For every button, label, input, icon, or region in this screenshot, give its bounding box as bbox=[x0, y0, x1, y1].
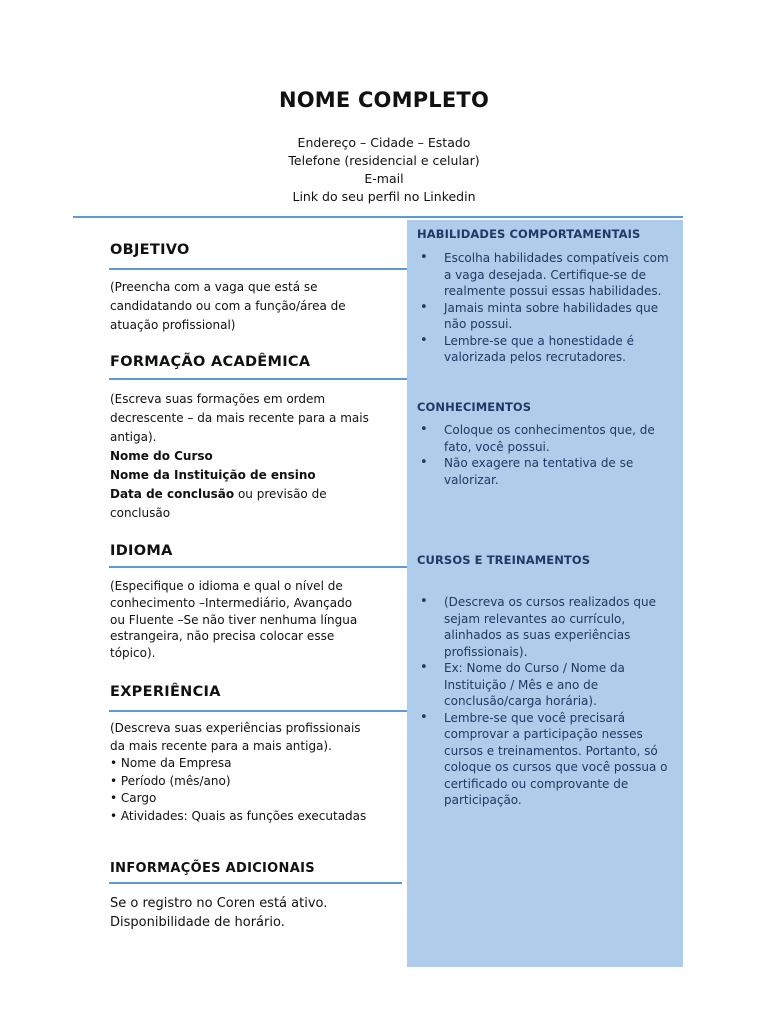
formacao-text bbox=[110, 390, 390, 523]
section-divider bbox=[109, 882, 402, 884]
list-item: • Coloque os conhecimentos que, de fato, você possui. bbox=[417, 422, 677, 455]
header-divider bbox=[73, 216, 683, 218]
text-line: conhecimento –Intermediário, Avançado bbox=[110, 595, 353, 610]
idioma-text bbox=[110, 578, 390, 662]
list-item: • (Descreva os cursos realizados que sejam relevantes ao currículo, alinhados as suas experiências profissionais). bbox=[417, 594, 677, 660]
institution-name: Nome da Instituição de ensino bbox=[110, 468, 316, 482]
text-line: • Nome da Empresa bbox=[110, 756, 232, 770]
list-item: • Lembre-se que a honestidade é valorizada pelos recrutadores. bbox=[417, 333, 677, 366]
text-line: decrescente – da mais recente para a mais bbox=[110, 411, 369, 425]
text-line: (Descreva suas experiências profissionais bbox=[110, 721, 361, 735]
cursos-list bbox=[417, 594, 677, 809]
text-line: da mais recente para a mais antiga). bbox=[110, 738, 332, 753]
section-title-objetivo: OBJETIVO bbox=[110, 242, 190, 258]
resume-name: NOME COMPLETO bbox=[278, 88, 490, 112]
list-item: • Lembre-se que você precisará comprovar a participação nesses cursos e treinamentos. Portanto, só coloque os cursos que você possua o certificado ou comprovante de participação. bbox=[417, 710, 677, 809]
section-divider bbox=[109, 268, 407, 270]
section-title-info: INFORMAÇÕES ADICIONAIS bbox=[110, 861, 315, 876]
text-line: • Período (mês/ano) bbox=[110, 773, 231, 788]
text-line: Se o registro no Coren está ativo. bbox=[110, 896, 328, 911]
contact-address: Endereço – Cidade – Estado bbox=[297, 135, 471, 150]
objetivo-text bbox=[110, 278, 390, 335]
section-title-formacao: FORMAÇÃO ACADÊMICA bbox=[110, 354, 311, 370]
habilidades-list bbox=[417, 250, 677, 366]
list-item: • Jamais minta sobre habilidades que não possui. bbox=[417, 300, 677, 333]
text-line: Disponibilidade de horário. bbox=[110, 915, 285, 930]
sidebar-title-cursos: CURSOS E TREINAMENTOS bbox=[417, 553, 591, 567]
section-title-experiencia: EXPERIÊNCIA bbox=[110, 684, 221, 700]
text-line: ou Fluente –Se não tiver nenhuma língua bbox=[110, 612, 358, 627]
info-text bbox=[110, 894, 390, 932]
experiencia-text bbox=[110, 720, 390, 825]
text-line: atuação profissional) bbox=[110, 318, 236, 332]
completion-date bbox=[110, 485, 390, 504]
sidebar-title-conhecimentos: CONHECIMENTOS bbox=[417, 400, 532, 414]
sidebar-title-habilidades: HABILIDADES COMPORTAMENTAIS bbox=[417, 227, 641, 241]
text-line: candidatando ou com a função/área de bbox=[110, 299, 346, 313]
section-divider bbox=[109, 710, 407, 712]
text-line: estrangeira, não precisa colocar esse bbox=[110, 629, 335, 644]
section-title-idioma: IDIOMA bbox=[110, 543, 173, 559]
text-line: (Escreva suas formações em ordem bbox=[110, 392, 326, 406]
contact-phone: Telefone (residencial e celular) bbox=[288, 153, 480, 168]
completion-rest: ou previsão de bbox=[234, 487, 327, 501]
list-item: • Escolha habilidades compatíveis com a vaga desejada. Certifique-se de realmente possui essas habilidades. bbox=[417, 250, 677, 300]
section-divider bbox=[109, 378, 407, 380]
contact-linkedin: Link do seu perfil no Linkedin bbox=[292, 189, 476, 204]
text-line: tópico). bbox=[110, 646, 156, 661]
course-name: Nome do Curso bbox=[110, 449, 213, 463]
section-divider bbox=[109, 566, 407, 568]
text-line: (Especifique o idioma e qual o nível de bbox=[110, 579, 343, 593]
list-item: • Não exagere na tentativa de se valorizar. bbox=[417, 455, 677, 488]
text-line: conclusão bbox=[110, 506, 171, 520]
list-item: • Ex: Nome do Curso / Nome da Instituição / Mês e ano de conclusão/carga horária). bbox=[417, 660, 677, 710]
text-line: (Preencha com a vaga que está se bbox=[110, 280, 318, 294]
conhecimentos-list bbox=[417, 422, 677, 488]
text-line: • Cargo bbox=[110, 791, 157, 805]
completion-label: Data de conclusão bbox=[110, 487, 235, 501]
text-line: • Atividades: Quais as funções executadas bbox=[110, 808, 367, 823]
contact-block bbox=[0, 134, 768, 206]
contact-email: E-mail bbox=[364, 171, 404, 186]
text-line: antiga). bbox=[110, 430, 157, 444]
